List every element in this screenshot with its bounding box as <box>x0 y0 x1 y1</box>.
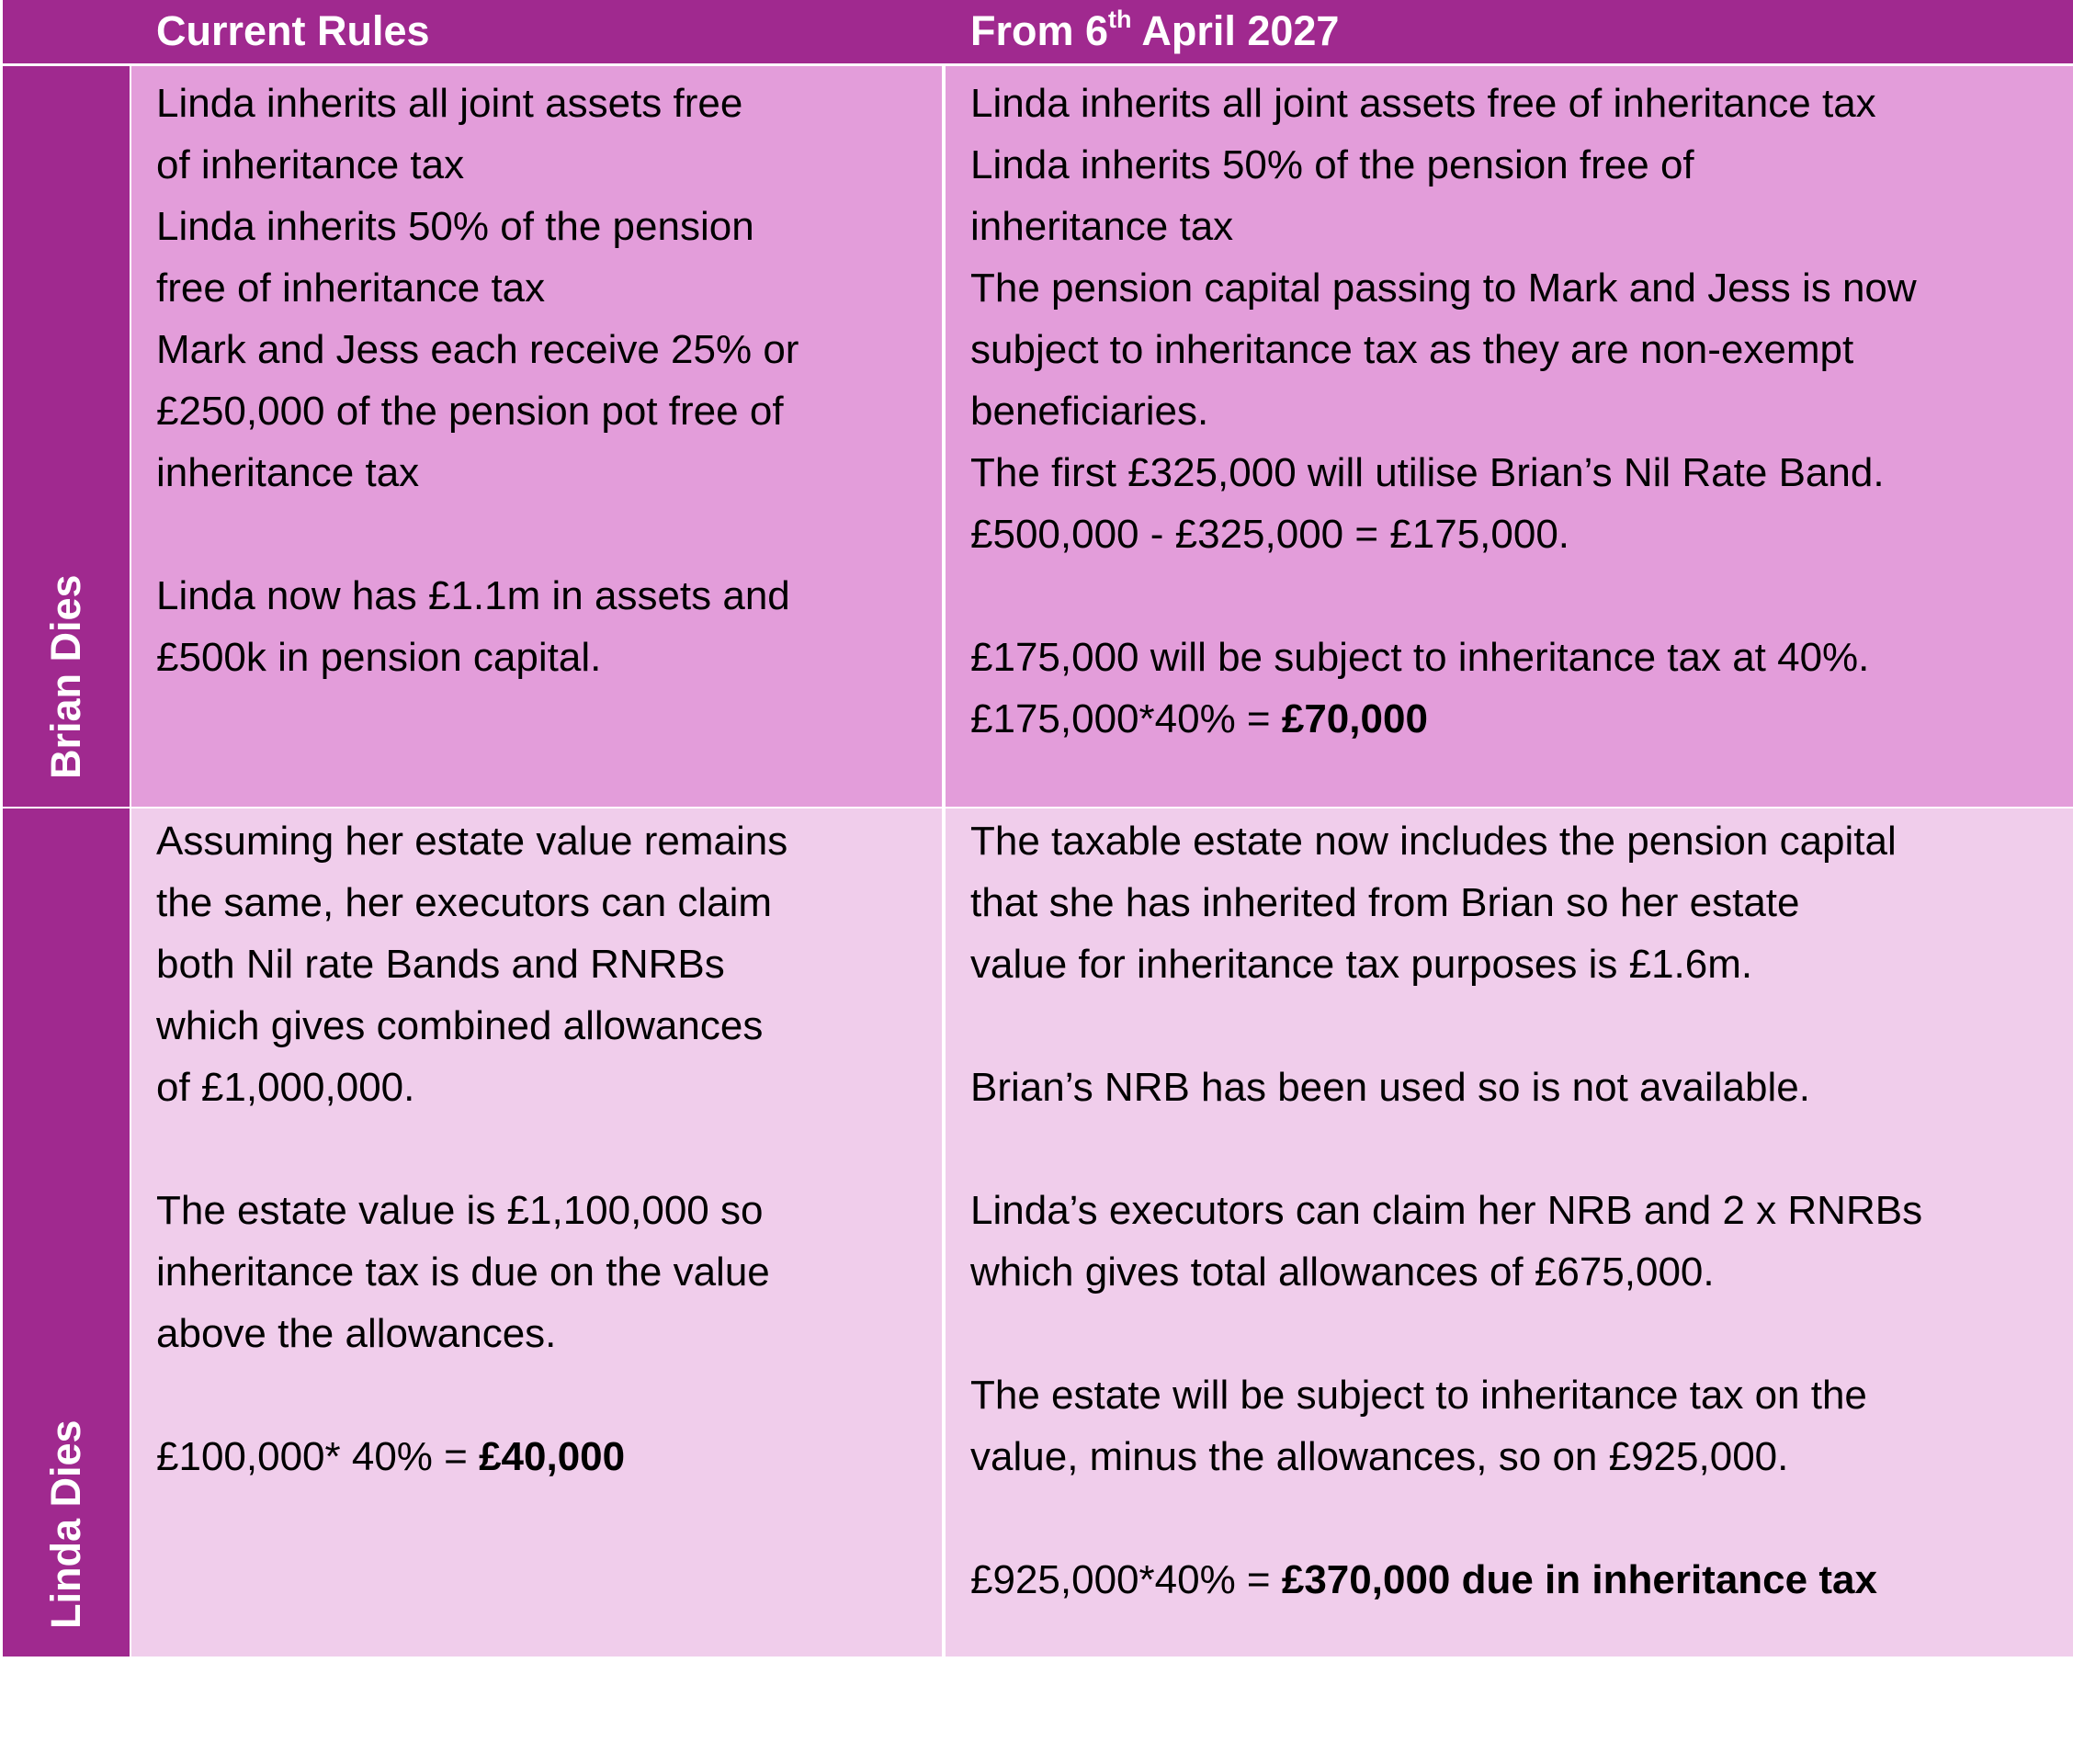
text-line <box>156 872 942 933</box>
text-line <box>970 196 2073 257</box>
cell-brian-future <box>946 66 2073 807</box>
line-text: £250,000 of the pension pot free of <box>156 389 784 434</box>
text-line <box>156 810 942 872</box>
line-text: the same, her executors can claim <box>156 880 773 925</box>
text-line <box>970 872 2073 933</box>
line-text: of inheritance tax <box>156 142 465 187</box>
line-text: which gives combined allowances <box>156 1003 764 1048</box>
text-line <box>970 134 2073 196</box>
text-line <box>156 1057 942 1118</box>
line-text: Linda inherits 50% of the pension <box>156 204 754 249</box>
text-line <box>970 380 2073 442</box>
text-line <box>156 995 942 1057</box>
bold-amount: £370,000 due in inheritance tax <box>1281 1557 1877 1602</box>
text-line <box>156 257 942 319</box>
row-label-text: Brian Dies <box>42 574 89 779</box>
line-text: subject to inheritance tax as they are non-exempt <box>970 327 1854 372</box>
text-line <box>156 134 942 196</box>
line-text: The pension capital passing to Mark and Jess is now <box>970 266 1917 311</box>
line-text: Mark and Jess each receive 25% or <box>156 327 799 372</box>
text-line <box>970 1118 2073 1180</box>
cell-brian-current <box>131 66 942 807</box>
bold-amount: £40,000 <box>479 1434 626 1479</box>
line-text: Linda inherits all joint assets free <box>156 81 743 126</box>
cell-linda-future <box>946 808 2073 1657</box>
row-label-linda-dies <box>3 808 130 1657</box>
line-text: £100,000* 40% = <box>156 1434 480 1479</box>
header-from-april-2027 <box>970 7 1339 55</box>
line-text: Assuming her estate value remains <box>156 819 788 864</box>
text-line <box>970 1303 2073 1364</box>
text-line <box>970 688 2073 750</box>
text-line <box>970 1057 2073 1118</box>
line-text: above the allowances. <box>156 1311 557 1356</box>
line-text: that she has inherited from Brian so her estate <box>970 880 1800 925</box>
line-text: £500k in pension capital. <box>156 635 602 680</box>
line-text: Linda’s executors can claim her NRB and 2 x RNRBs <box>970 1188 1923 1233</box>
text-line <box>156 442 942 503</box>
text-line <box>970 995 2073 1057</box>
header-sup: th <box>1108 6 1132 33</box>
text-line <box>970 503 2073 565</box>
line-text: £175,000*40% = <box>970 696 1282 741</box>
text-line <box>156 503 942 565</box>
text-line <box>970 565 2073 627</box>
line-text: inheritance tax <box>156 450 420 495</box>
line-text: both Nil rate Bands and RNRBs <box>156 942 725 987</box>
text-line <box>156 1241 942 1303</box>
text-line <box>970 1180 2073 1241</box>
line-text: The estate value is £1,100,000 so <box>156 1188 764 1233</box>
line-text: of £1,000,000. <box>156 1065 415 1110</box>
text-line <box>156 1426 942 1487</box>
line-text: The taxable estate now includes the pension capital <box>970 819 1897 864</box>
table-header <box>3 0 2073 63</box>
text-line <box>156 380 942 442</box>
line-text: Linda inherits all joint assets free of inheritance tax <box>970 81 1876 126</box>
row-label-brian-dies <box>3 66 130 807</box>
text-line <box>156 1364 942 1426</box>
cell-linda-current <box>131 808 942 1657</box>
text-line <box>970 810 2073 872</box>
text-line <box>156 73 942 134</box>
header-text: From 6 <box>970 7 1109 54</box>
line-text: £500,000 - £325,000 = £175,000. <box>970 512 1570 557</box>
line-text: £175,000 will be subject to inheritance tax at 40%. <box>970 635 1870 680</box>
line-text: which gives total allowances of £675,000. <box>970 1250 1715 1295</box>
line-text: The first £325,000 will utilise Brian’s Nil Rate Band. <box>970 450 1885 495</box>
header-current-rules: Current Rules <box>156 7 430 54</box>
text-line <box>156 1118 942 1180</box>
line-text: value for inheritance tax purposes is £1.6m. <box>970 942 1753 987</box>
row-label-text: Linda Dies <box>42 1419 89 1629</box>
text-line <box>156 565 942 627</box>
line-text: Brian’s NRB has been used so is not available. <box>970 1065 1810 1110</box>
text-line <box>970 1426 2073 1487</box>
text-line <box>970 442 2073 503</box>
text-line <box>156 1180 942 1241</box>
text-line <box>970 1364 2073 1426</box>
line-text: value, minus the allowances, so on £925,000. <box>970 1434 1789 1479</box>
line-text: beneficiaries. <box>970 389 1209 434</box>
header-text: April 2027 <box>1131 7 1340 54</box>
line-text: Linda inherits 50% of the pension free of <box>970 142 1694 187</box>
text-line <box>970 1487 2073 1549</box>
text-line <box>156 933 942 995</box>
line-text: £925,000*40% = <box>970 1557 1282 1602</box>
text-line <box>970 257 2073 319</box>
bold-amount: £70,000 <box>1281 696 1428 741</box>
text-line <box>156 319 942 380</box>
line-text: inheritance tax <box>970 204 1234 249</box>
line-text: free of inheritance tax <box>156 266 546 311</box>
text-line <box>970 73 2073 134</box>
text-line <box>970 933 2073 995</box>
text-line <box>156 627 942 688</box>
line-text: inheritance tax is due on the value <box>156 1250 770 1295</box>
line-text: The estate will be subject to inheritance tax on the <box>970 1373 1867 1418</box>
text-line <box>156 1303 942 1364</box>
text-line <box>970 319 2073 380</box>
line-text: Linda now has £1.1m in assets and <box>156 573 790 618</box>
text-line <box>970 627 2073 688</box>
text-line <box>970 1549 2073 1611</box>
text-line <box>156 196 942 257</box>
text-line <box>970 1241 2073 1303</box>
